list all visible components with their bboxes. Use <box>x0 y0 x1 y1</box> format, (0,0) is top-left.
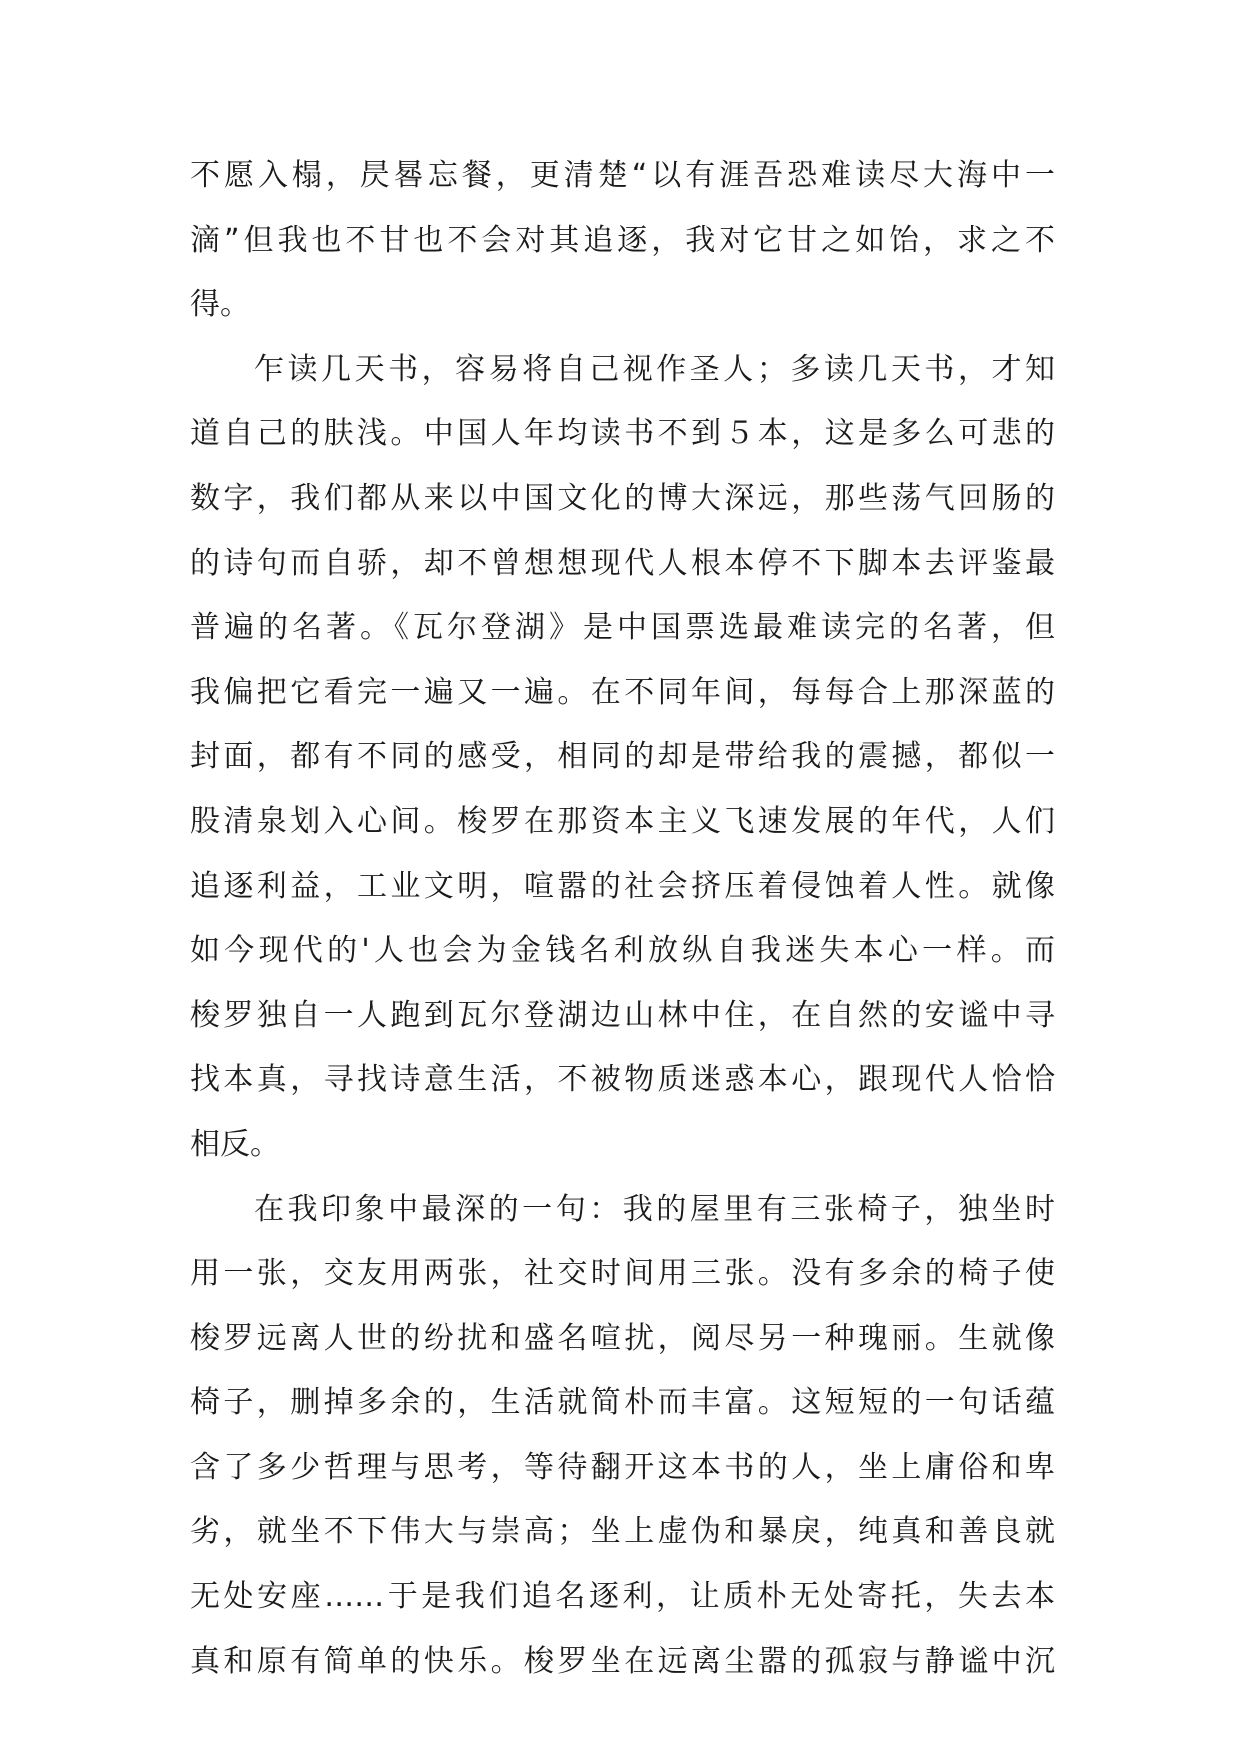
text-line: 的诗句而自骄，却不曾想想现代人根本停不下脚本去评鉴最 <box>190 545 1055 581</box>
text-line: 椅子，删掉多余的，生活就简朴而丰富。这短短的一句话蕴 <box>190 1385 1055 1421</box>
text-line: 无处安座……于是我们追名逐利，让质朴无处寄托，失去本 <box>190 1579 1055 1615</box>
text-line: 不愿入榻，昃晷忘餐，更清楚“以有涯吾恐难读尽大海中一 <box>190 158 1055 193</box>
body-text <box>190 144 1055 1694</box>
text-line: 找本真，寻找诗意生活，不被物质迷惑本心，跟现代人恰恰 <box>190 1062 1055 1098</box>
text-line: 得。 <box>190 287 250 323</box>
text-line: 滴”但我也不甘也不会对其追逐，我对它甘之如饴，求之不 <box>190 222 1055 258</box>
text-line: 我偏把它看完一遍又一遍。在不同年间，每每合上那深蓝的 <box>190 674 1055 710</box>
text-line: 追逐利益，工业文明，喧嚣的社会挤压着侵蚀着人性。就像 <box>190 868 1055 904</box>
text-line: 梭罗独自一人跑到瓦尔登湖边山林中住，在自然的安谧中寻 <box>190 997 1055 1033</box>
text-line: 劣，就坐不下伟大与崇高；坐上虚伪和暴戾，纯真和善良就 <box>190 1514 1055 1550</box>
text-line: 封面，都有不同的感受，相同的却是带给我的震撼，都似一 <box>190 739 1055 775</box>
text-line: 乍读几天书，容易将自己视作圣人；多读几天书，才知 <box>254 351 1055 387</box>
text-line: 真和原有简单的快乐。梭罗坐在远离尘嚣的孤寂与静谧中沉 <box>190 1643 1055 1679</box>
text-line: 用一张，交友用两张，社交时间用三张。没有多余的椅子使 <box>190 1256 1055 1292</box>
text-line: 在我印象中最深的一句：我的屋里有三张椅子，独坐时 <box>254 1191 1055 1227</box>
text-line: 如今现代的'人也会为金钱名利放纵自我迷失本心一样。而 <box>190 933 1055 969</box>
text-line: 数字，我们都从来以中国文化的博大深远，那些荡气回肠的 <box>190 480 1055 516</box>
text-line: 含了多少哲理与思考，等待翻开这本书的人，坐上庸俗和卑 <box>190 1449 1055 1485</box>
text-line: 相反。 <box>190 1126 280 1162</box>
text-line: 普遍的名著。《瓦尔登湖》是中国票选最难读完的名著，但 <box>190 610 1055 646</box>
text-line: 股清泉划入心间。梭罗在那资本主义飞速发展的年代，人们 <box>190 803 1055 839</box>
text-line: 梭罗远离人世的纷扰和盛名喧扰，阅尽另一种瑰丽。生就像 <box>190 1320 1055 1356</box>
text-line: 道自己的肤浅。中国人年均读书不到５本，这是多么可悲的 <box>190 416 1055 452</box>
